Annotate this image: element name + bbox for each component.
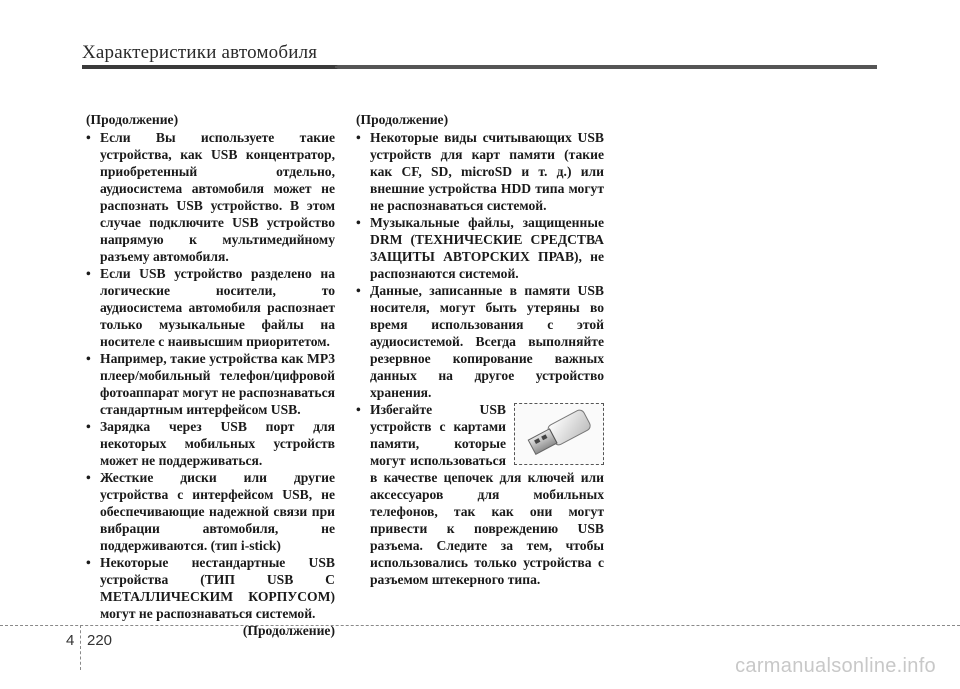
list-item: • Избегайте USB устройств с картами памяти, которые могут использоваться в качестве цепочек для ключей или аксессуаров для мобильных телефонов, так как они могут привести к повреждению USB разъема. Следите за тем, чтобы использовались только устройства с разъемом штекерного типа. bbox=[356, 402, 604, 587]
usb-flash-drive-icon bbox=[521, 408, 597, 460]
page-number: 220 bbox=[87, 632, 113, 649]
list-item-text: Жесткие диски или другие устройства с интерфейсом USB, не обеспечивающие надежной связи при вибрации автомобиля, не поддерживаются. (тип i-stick) bbox=[100, 470, 335, 553]
list-item: • Зарядка через USB порт для некоторых мобильных устройств может не поддерживаться. bbox=[86, 419, 335, 468]
chapter-number: 4 bbox=[66, 632, 75, 649]
continued-label-top: (Продолжение) bbox=[356, 112, 449, 127]
list-item-text: Музыкальные файлы, защищенные DRM (ТЕХНИЧЕСКИЕ СРЕДСТВА ЗАЩИТЫ АВТОРСКИХ ПРАВ), не распознаются системой. bbox=[370, 215, 604, 281]
footer-rule bbox=[0, 625, 960, 626]
list-item-text: Некоторые нестандартные USB устройства (ТИП USB С МЕТАЛЛИЧЕСКИМ КОРПУСОМ) могут не распознаваться системой. bbox=[100, 555, 335, 621]
right-column bbox=[356, 111, 604, 588]
list-item: • Данные, записанные в памяти USB носителя, могут быть утеряны во время использования с этой аудиосистемой. Всегда выполняйте резервное копирование важных данных на другое устройство хранения. bbox=[356, 283, 604, 400]
list-item-text: Избегайте USB устройств с картами памяти, которые могут использоваться в качестве цепочек для ключей или аксессуаров для мобильных телефонов, так как они могут привести к повреждению USB разъема. Следите за тем, чтобы использовались только устройства с разъемом штекерного типа. bbox=[370, 402, 604, 587]
continued-label-top: (Продолжение) bbox=[86, 112, 179, 127]
list-item-text: Например, такие устройства как MP3 плеер/мобильный телефон/цифровой фотоаппарат могут не распознаваться стандартным интерфейсом USB. bbox=[100, 351, 335, 417]
list-item: • Жесткие диски или другие устройства с интерфейсом USB, не обеспечивающие надежной связи при вибрации автомобиля, не поддерживаются. (тип i-stick) bbox=[86, 470, 335, 553]
list-item-text: Если USB устройство разделено на логические носители, то аудиосистема автомобиля распознает только музыкальные файлы на носителе с наивысшим приоритетом. bbox=[100, 266, 335, 349]
usb-illustration bbox=[514, 403, 604, 465]
continued-label-bottom: (Продолжение) bbox=[242, 623, 335, 638]
list-item: • Например, такие устройства как MP3 плеер/мобильный телефон/цифровой фотоаппарат могут не распознаваться стандартным интерфейсом USB. bbox=[86, 351, 335, 417]
right-bullet-list bbox=[356, 129, 604, 588]
list-item-text: Некоторые виды считывающих USB устройств для карт памяти (такие как CF, SD, microSD и т. д.) или внешние устройства HDD типа могут не распознаваться системой. bbox=[370, 130, 604, 213]
list-item: • Некоторые нестандартные USB устройства (ТИП USB С МЕТАЛЛИЧЕСКИМ КОРПУСОМ) могут не распознаваться системой. bbox=[86, 555, 335, 621]
list-item: • Некоторые виды считывающих USB устройств для карт памяти (такие как CF, SD, microSD и т. д.) или внешние устройства HDD типа могут не распознаваться системой. bbox=[356, 130, 604, 213]
left-column bbox=[86, 111, 335, 639]
list-item: • Если Вы используете такие устройства, как USB концентратор, приобретенный отдельно, аудиосистема автомобиля может не распознать USB устройство. В этом случае подключите USB устройство напрямую к мультимедийному разъему автомобиля. bbox=[86, 130, 335, 264]
list-item-text: Данные, записанные в памяти USB носителя, могут быть утеряны во время использования с этой аудиосистемой. Всегда выполняйте резервное копирование важных данных на другое устройство хранения. bbox=[370, 283, 604, 400]
watermark: carmanualsonline.info bbox=[735, 655, 936, 677]
header-rule bbox=[82, 65, 877, 69]
left-bullet-list bbox=[86, 129, 335, 622]
section-title: Характеристики автомобиля bbox=[82, 42, 318, 63]
list-item: • Музыкальные файлы, защищенные DRM (ТЕХНИЧЕСКИЕ СРЕДСТВА ЗАЩИТЫ АВТОРСКИХ ПРАВ), не распознаются системой. bbox=[356, 215, 604, 281]
page-number-divider bbox=[80, 625, 81, 670]
list-item-text: Если Вы используете такие устройства, как USB концентратор, приобретенный отдельно, аудиосистема автомобиля может не распознать USB устройство. В этом случае подключите USB устройство напрямую к мультимедийному разъему автомобиля. bbox=[100, 130, 335, 264]
list-item: • Если USB устройство разделено на логические носители, то аудиосистема автомобиля распознает только музыкальные файлы на носителе с наивысшим приоритетом. bbox=[86, 266, 335, 349]
list-item-text: Зарядка через USB порт для некоторых мобильных устройств может не поддерживаться. bbox=[100, 419, 335, 468]
